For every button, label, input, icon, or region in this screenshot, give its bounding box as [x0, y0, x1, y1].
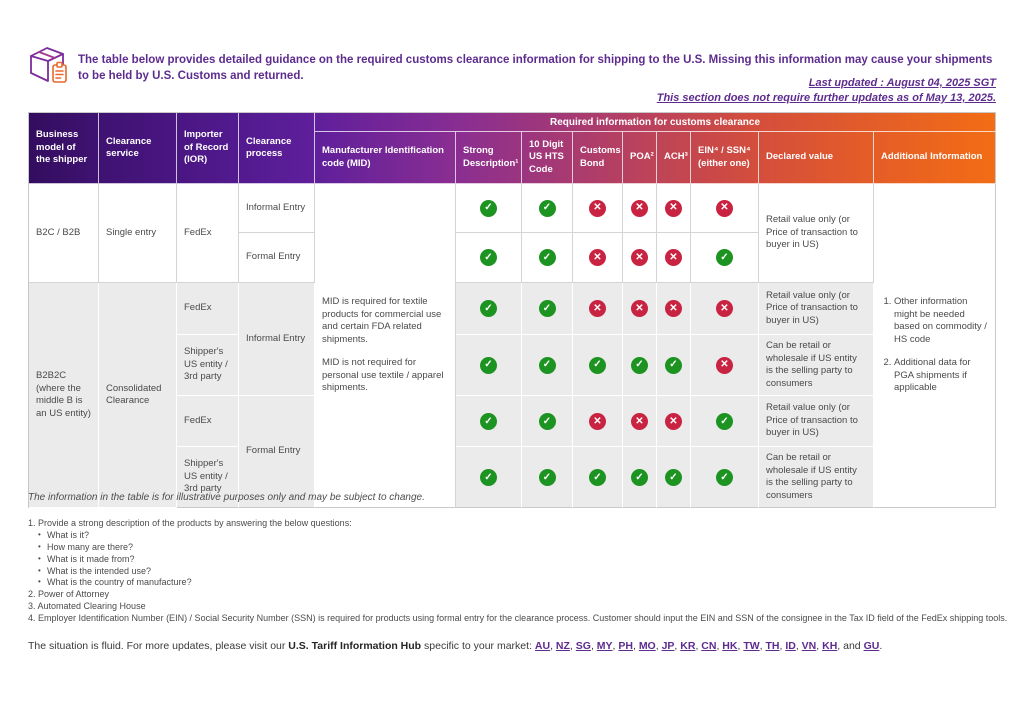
- update-notes: [657, 76, 996, 106]
- status-cell: [456, 335, 522, 396]
- mid-note-2: MID is not required for personal use textile / apparel shipments.: [322, 357, 444, 394]
- market-link-kr[interactable]: KR: [680, 640, 696, 652]
- status-cell: [522, 447, 573, 508]
- cross-icon: ✕: [665, 200, 682, 217]
- footnote-bullet: • What is it?: [38, 530, 1007, 542]
- check-icon: ✓: [539, 300, 556, 317]
- col-header-customs-bond: Customs Bond: [573, 132, 623, 184]
- col-header-hts-code: 10 Digit US HTS Code: [522, 132, 573, 184]
- footer-middle: specific to your market:: [421, 640, 535, 652]
- footnote-bullet: • What is it made from?: [38, 554, 1007, 566]
- check-icon: ✓: [480, 469, 497, 486]
- footnote-bullet: • What is the intended use?: [38, 566, 1007, 578]
- market-link-au[interactable]: AU: [534, 640, 551, 652]
- status-cell: [623, 184, 657, 233]
- additional-info-item: 2. Additional data for PGA shipments if applicable: [894, 357, 988, 395]
- status-cell: [657, 335, 691, 396]
- market-link-sg[interactable]: SG: [575, 640, 591, 652]
- status-cell: [623, 447, 657, 508]
- status-cell: [691, 283, 759, 335]
- check-icon: ✓: [539, 249, 556, 266]
- col-header-clearance-service: Clearance service: [99, 113, 177, 184]
- cross-icon: ✕: [631, 249, 648, 266]
- status-cell: [522, 335, 573, 396]
- status-cell: [522, 233, 573, 283]
- status-cell: [691, 335, 759, 396]
- status-cell: [657, 283, 691, 335]
- clearance-service-cell: Single entry: [99, 184, 177, 283]
- status-cell: [691, 184, 759, 233]
- status-cell: [623, 396, 657, 447]
- status-cell: [573, 447, 623, 508]
- col-header-poa: POA²: [623, 132, 657, 184]
- market-link-tw[interactable]: TW: [743, 640, 760, 652]
- col-header-clearance-process: Clearance process: [239, 113, 315, 184]
- cross-icon: ✕: [716, 300, 733, 317]
- check-icon: ✓: [539, 357, 556, 374]
- mid-note-cell: [315, 184, 456, 508]
- cross-icon: ✕: [589, 200, 606, 217]
- business-model-cell: B2C / B2B: [29, 184, 99, 283]
- declared-value-cell: Can be retail or wholesale if US entity is the selling party to consumers: [759, 447, 874, 508]
- check-icon: ✓: [631, 357, 648, 374]
- market-link-th[interactable]: TH: [765, 640, 780, 652]
- status-cell: [657, 447, 691, 508]
- status-cell: [573, 335, 623, 396]
- cross-icon: ✕: [716, 357, 733, 374]
- business-model-cell: B2B2C (where the middle B is an US entity): [29, 283, 99, 508]
- check-icon: ✓: [665, 357, 682, 374]
- status-cell: [522, 283, 573, 335]
- ior-cell: FedEx: [177, 283, 239, 335]
- footnotes: [28, 518, 1007, 625]
- market-link-ph[interactable]: PH: [618, 640, 633, 652]
- market-link-id[interactable]: ID: [785, 640, 796, 652]
- declared-value-cell: Retail value only (or Price of transaction to buyer in US): [759, 396, 874, 447]
- check-icon: ✓: [480, 300, 497, 317]
- footnote-4: 4. Employer Identification Number (EIN) / Social Security Number (SSN) is required for products using formal entry for the clearance process. Customer should input the EIN and SSN of the consignee in the Tax ID field of the FedEx shipping tools.: [28, 613, 1008, 623]
- additional-info-cell: [874, 184, 996, 508]
- check-icon: ✓: [716, 469, 733, 486]
- cross-icon: ✕: [589, 413, 606, 430]
- status-cell: [573, 233, 623, 283]
- situation-update-line: [28, 640, 882, 652]
- tariff-hub-label: U.S. Tariff Information Hub: [288, 640, 422, 652]
- market-link-kh[interactable]: KH: [822, 640, 838, 652]
- market-link-mo[interactable]: MO: [638, 640, 656, 652]
- col-header-declared-value: Declared value: [759, 132, 874, 184]
- mid-note-1: MID is required for textile products for commercial use and certain FDA related shipments.: [322, 296, 442, 345]
- check-icon: ✓: [539, 469, 556, 486]
- last-updated-note: Last updated : August 04, 2025 SGT: [808, 77, 996, 89]
- status-cell: [456, 184, 522, 233]
- declared-value-cell: Retail value only (or Price of transaction to buyer in US): [759, 184, 874, 283]
- check-icon: ✓: [539, 200, 556, 217]
- status-cell: [657, 184, 691, 233]
- status-cell: [623, 283, 657, 335]
- clearance-process-cell: Informal Entry: [239, 283, 315, 396]
- check-icon: ✓: [480, 200, 497, 217]
- cross-icon: ✕: [631, 200, 648, 217]
- cross-icon: ✕: [631, 300, 648, 317]
- clearance-service-cell: Consolidated Clearance: [99, 283, 177, 508]
- cross-icon: ✕: [631, 413, 648, 430]
- market-link-jp[interactable]: JP: [661, 640, 675, 652]
- cross-icon: ✕: [665, 413, 682, 430]
- status-cell: [573, 184, 623, 233]
- col-header-ach: ACH³: [657, 132, 691, 184]
- check-icon: ✓: [589, 469, 606, 486]
- market-link-vn[interactable]: VN: [801, 640, 817, 652]
- declared-value-cell: Can be retail or wholesale if US entity is the selling party to consumers: [759, 335, 874, 396]
- check-icon: ✓: [589, 357, 606, 374]
- col-header-business-model: Business model of the shipper: [29, 113, 99, 184]
- footnote-3: 3. Automated Clearing House: [28, 601, 146, 612]
- check-icon: ✓: [665, 469, 682, 486]
- market-link-my[interactable]: MY: [596, 640, 613, 652]
- check-icon: ✓: [716, 413, 733, 430]
- no-further-updates-note: This section does not require further updates as of May 13, 2025.: [656, 91, 996, 104]
- status-cell: [657, 396, 691, 447]
- footnote-1: 1. Provide a strong description of the products by answering the below questions:: [28, 518, 352, 528]
- market-link-hk[interactable]: HK: [722, 640, 738, 652]
- customs-clearance-table: [28, 112, 996, 508]
- additional-info-item: 1. Other information might be needed based on commodity / HS code: [894, 296, 988, 346]
- status-cell: [573, 283, 623, 335]
- status-cell: [522, 396, 573, 447]
- ior-cell: FedEx: [177, 396, 239, 447]
- ior-cell: Shipper's US entity / 3rd party: [177, 335, 239, 396]
- check-icon: ✓: [480, 357, 497, 374]
- market-link-cn[interactable]: CN: [701, 640, 717, 652]
- market-link-nz[interactable]: NZ: [555, 640, 570, 652]
- footnote-bullet: • How many are there?: [38, 542, 1007, 554]
- cross-icon: ✕: [716, 200, 733, 217]
- status-cell: [691, 447, 759, 508]
- footnote-1-bullets: [38, 530, 1007, 589]
- intro-heading: The table below provides detailed guidance on the required customs clearance information for shipping to the U.S. Missing this information may cause your shipments to be held by U.S. Customs and returned.: [78, 54, 993, 83]
- clearance-process-cell: Formal Entry: [239, 396, 315, 508]
- footnote-2: 2. Power of Attorney: [28, 589, 110, 600]
- check-icon: ✓: [716, 249, 733, 266]
- check-icon: ✓: [631, 469, 648, 486]
- col-header-ein-ssn: EIN⁴ / SSN⁴ (either one): [691, 132, 759, 184]
- status-cell: [573, 396, 623, 447]
- status-cell: [623, 335, 657, 396]
- footnote-bullet: • What is the country of manufacture?: [38, 577, 1007, 589]
- cross-icon: ✕: [665, 300, 682, 317]
- status-cell: [456, 233, 522, 283]
- cross-icon: ✕: [665, 249, 682, 266]
- box-clipboard-icon: [27, 44, 71, 91]
- status-cell: [623, 233, 657, 283]
- check-icon: ✓: [480, 413, 497, 430]
- cross-icon: ✕: [589, 249, 606, 266]
- required-info-banner: Required information for customs clearance: [315, 113, 996, 132]
- status-cell: [522, 184, 573, 233]
- status-cell: [691, 396, 759, 447]
- status-cell: [456, 396, 522, 447]
- table-disclaimer: The information in the table is for illustrative purposes only and may be subject to change.: [28, 492, 425, 503]
- status-cell: [456, 283, 522, 335]
- declared-value-cell: Retail value only (or Price of transaction to buyer in US): [759, 283, 874, 335]
- clearance-process-cell: Informal Entry: [239, 184, 315, 233]
- ior-cell: Shipper's US entity / 3rd party: [177, 447, 239, 508]
- cross-icon: ✕: [589, 300, 606, 317]
- check-icon: ✓: [539, 413, 556, 430]
- market-links: AU, NZ, SG, MY, PH, MO, JP, KR, CN, HK, TW, TH, ID, VN, KH, and GU.: [534, 640, 883, 652]
- col-header-strong-description: Strong Description¹: [456, 132, 522, 184]
- footer-prefix: The situation is fluid. For more updates, please visit our: [28, 640, 289, 652]
- status-cell: [657, 233, 691, 283]
- col-header-additional-info: Additional Information: [874, 132, 996, 184]
- col-header-ior: Importer of Record (IOR): [177, 113, 239, 184]
- col-header-mid: Manufacturer Identification code (MID): [315, 132, 456, 184]
- status-cell: [691, 233, 759, 283]
- status-cell: [456, 447, 522, 508]
- clearance-process-cell: Formal Entry: [239, 233, 315, 283]
- check-icon: ✓: [480, 249, 497, 266]
- market-link-gu[interactable]: GU: [863, 640, 880, 652]
- ior-cell: FedEx: [177, 184, 239, 283]
